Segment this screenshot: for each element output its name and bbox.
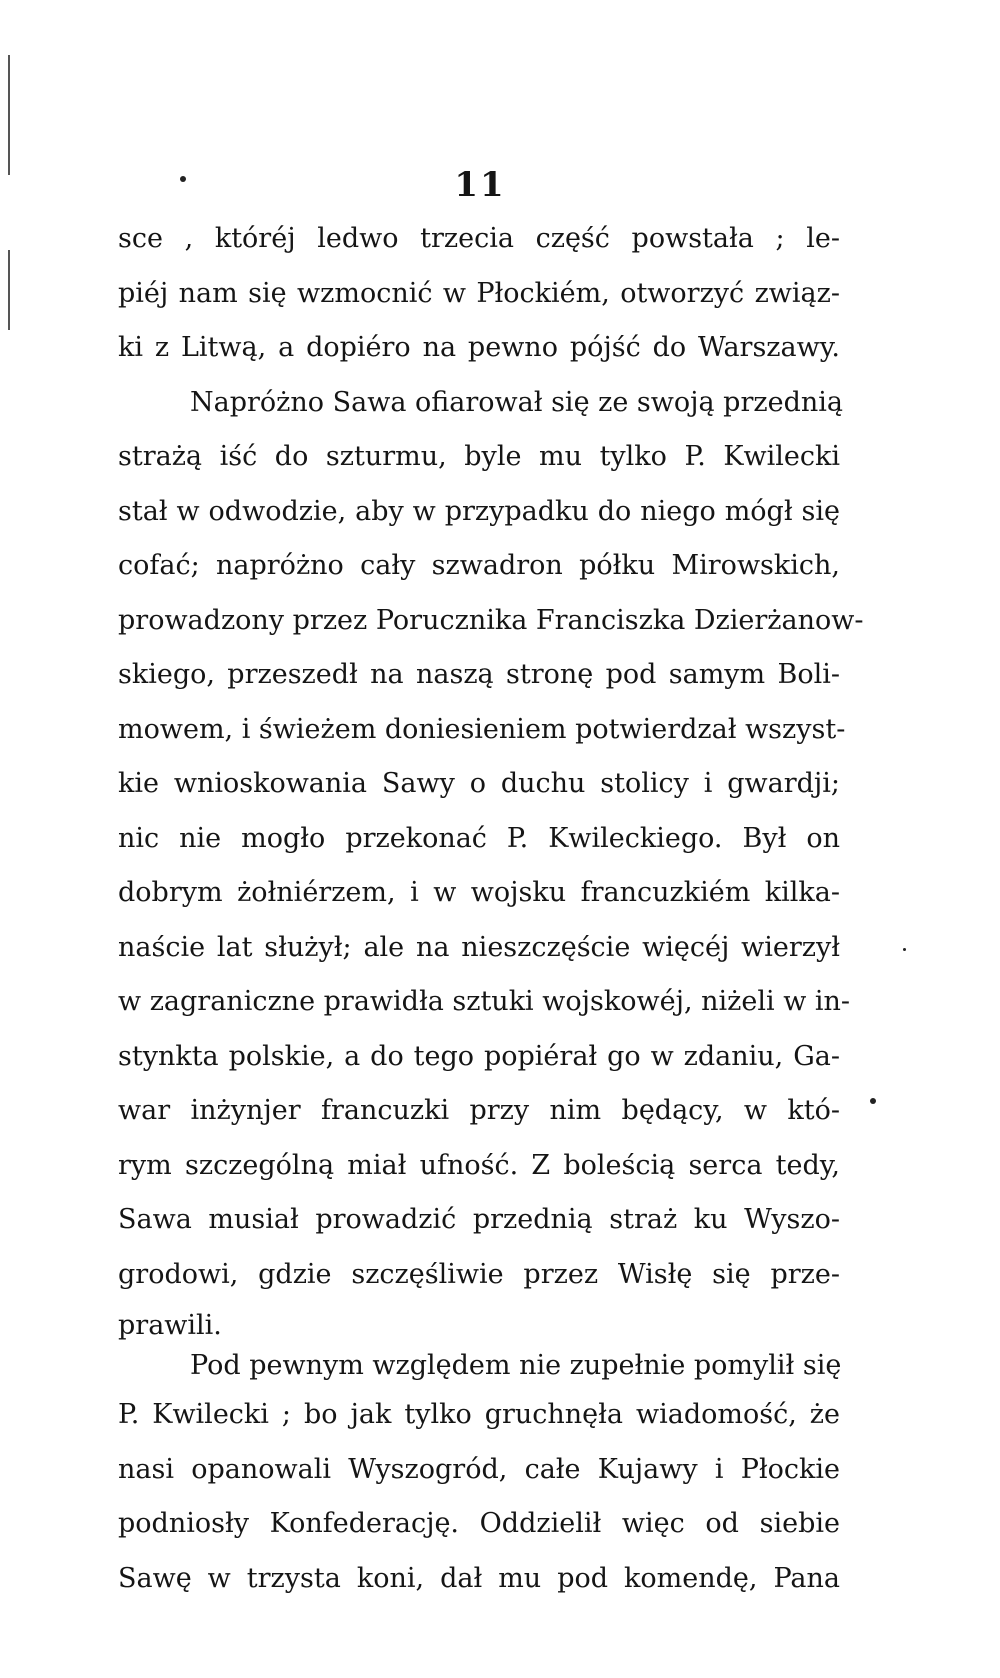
page-number: 11 <box>454 165 506 205</box>
text-line: nasi opanowali Wyszogród, całe Kujawy i Płockie <box>118 1453 840 1485</box>
text-line: ki z Litwą, a dopiéro na pewno pójść do Warszawy. <box>118 332 840 363</box>
text-line: stynkta polskie, a do tego popiérał go w zdaniu, Ga- <box>118 1040 840 1072</box>
text-line: podniosły Konfederację. Oddzielił więc od siebie <box>118 1508 840 1539</box>
paragraph-start-line: Napróżno Sawa ofiarował się ze swoją przednią <box>190 386 843 418</box>
text-line: strażą iść do szturmu, byle mu tylko P. Kwilecki <box>118 441 840 472</box>
text-line: dobrym żołniérzem, i w wojsku francuzkiém kilka- <box>118 877 840 908</box>
text-line: nic nie mogło przekonać P. Kwileckiego. Był on <box>118 822 840 854</box>
scan-edge-mark <box>8 55 10 175</box>
text-line: w zagraniczne prawidła sztuki wojskowéj, niżeli w in- <box>118 986 851 1017</box>
text-line: grodowi, gdzie szczęśliwie przez Wisłę się prze- <box>118 1258 840 1290</box>
ink-speck <box>870 1098 876 1104</box>
scan-edge-mark <box>8 250 10 330</box>
text-line: war inżynjer francuzki przy nim będący, w któ- <box>118 1095 840 1126</box>
body-text <box>118 212 864 1606</box>
paragraph-end-line: prawili. <box>118 1310 222 1341</box>
text-line: rym szczególną miał ufność. Z boleścią serca tedy, <box>118 1149 840 1181</box>
ink-speck <box>903 948 906 951</box>
text-line: sce , któréj ledwo trzecia część powstała ; le- <box>118 223 840 254</box>
text-line: skiego, przeszedł na naszą stronę pod samym Boli- <box>118 659 840 690</box>
paragraph-start-line: Pod pewnym względem nie zupełnie pomylił się <box>190 1350 842 1381</box>
text-line: cofać; napróżno cały szwadron półku Mirowskich, <box>118 550 840 581</box>
text-line: prowadzony przez Porucznika Franciszka Dzierżanow- <box>118 604 864 636</box>
text-line: Sawę w trzysta koni, dał mu pod komendę, Pana <box>118 1562 840 1594</box>
text-line: stał w odwodzie, aby w przypadku do niego mógł się <box>118 495 840 527</box>
text-line: P. Kwilecki ; bo jak tylko gruchnęła wiadomość, że <box>118 1399 840 1430</box>
text-line: piéj nam się wzmocnić w Płockiém, otworzyć związ- <box>118 277 840 309</box>
text-line: mowem, i świeżem doniesieniem potwierdzał wszyst- <box>118 713 846 745</box>
text-line: naście lat służył; ale na nieszczęście więcéj wierzył <box>118 931 840 963</box>
text-line: kie wnioskowania Sawy o duchu stolicy i gwardji; <box>118 768 840 799</box>
text-line: Sawa musiał prowadzić przednią straż ku Wyszo- <box>118 1204 840 1235</box>
